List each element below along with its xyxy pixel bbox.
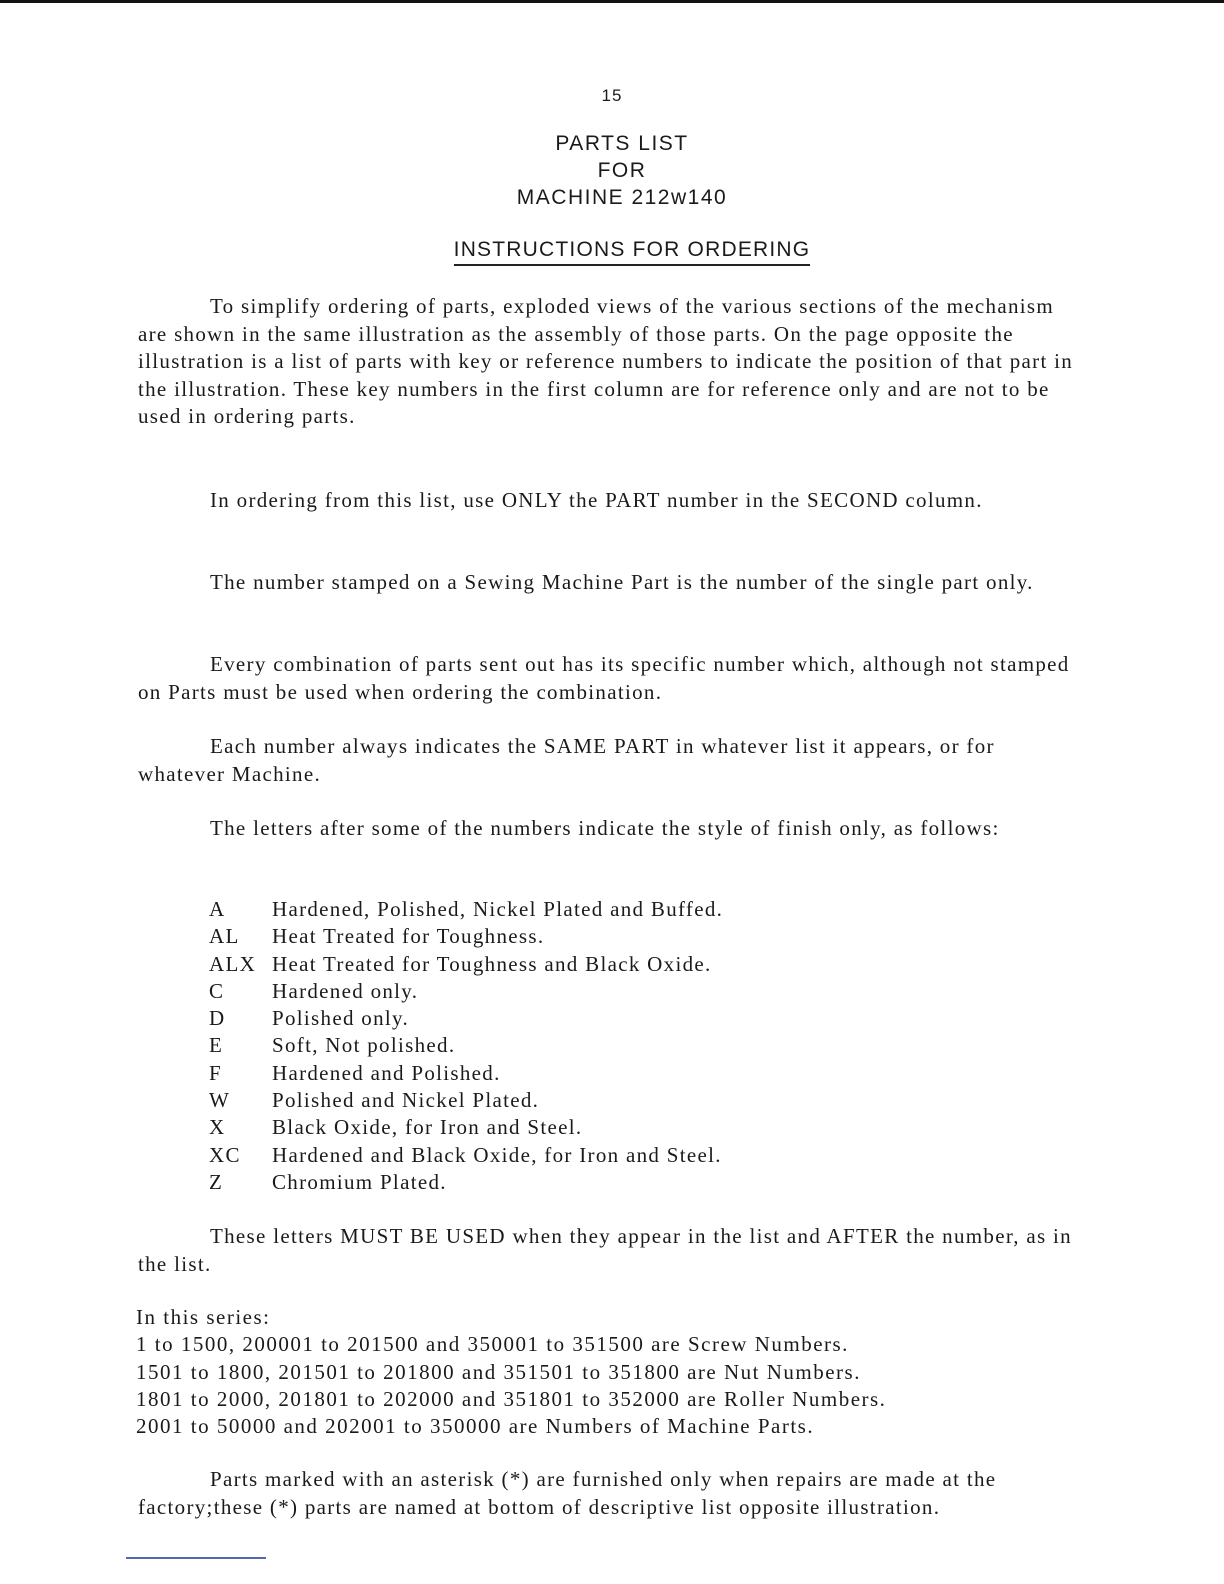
page-number: 15 — [601, 86, 623, 105]
paragraph-finish-letters: The letters after some of the numbers indicate the style of finish only, as follows: — [210, 816, 1000, 840]
list-item — [209, 1087, 723, 1114]
section-heading — [0, 238, 1224, 266]
series-line: 2001 to 50000 and 202001 to 350000 are Numbers of Machine Parts. — [136, 1414, 815, 1439]
finish-code: A — [209, 897, 226, 921]
list-item — [209, 1142, 723, 1169]
finish-code: W — [209, 1088, 231, 1113]
finish-code-list — [209, 896, 723, 1196]
finish-code: F — [209, 1060, 222, 1085]
finish-description: Heat Treated for Toughness. — [272, 924, 545, 949]
paragraph-ordering-intro: To simplify ordering of parts, exploded views of the various sections of the mechanism are shown in the same illustration as the assembly of those parts. On the page opposite the illustration is a list of parts with key or reference numbers to indicate the position of that part in the illustration. These key numbers in the first column are for reference only and are not to be used in ordering parts. — [138, 294, 1074, 429]
finish-code: AL — [209, 924, 240, 949]
finish-description: Hardened only. — [272, 978, 419, 1003]
finish-description: Hardened and Polished. — [272, 1060, 501, 1085]
section-heading-text: INSTRUCTIONS FOR ORDERING — [454, 238, 811, 266]
finish-code: E — [209, 1033, 224, 1058]
finish-description: Soft, Not polished. — [272, 1033, 456, 1058]
finish-description: Hardened and Black Oxide, for Iron and Steel. — [272, 1142, 722, 1167]
series-heading: In this series: — [136, 1305, 271, 1329]
title-line-1: PARTS LIST — [555, 132, 689, 155]
list-item — [209, 923, 723, 950]
finish-code: D — [209, 1006, 226, 1031]
series-line: 1 to 1500, 200001 to 201500 and 350001 to 351500 are Screw Numbers. — [136, 1332, 849, 1357]
paragraph-letters-must-be-used: These letters MUST BE USED when they appear in the list and AFTER the number, as in the list. — [138, 1224, 1072, 1276]
series-line: 1501 to 1800, 201501 to 201800 and 351501 to 351800 are Nut Numbers. — [136, 1359, 861, 1384]
paragraph-same-part: Each number always indicates the SAME PART in whatever list it appears, or for whatever Machine. — [138, 734, 995, 786]
finish-description: Black Oxide, for Iron and Steel. — [272, 1115, 583, 1140]
list-item — [209, 1169, 723, 1196]
series-line: 1801 to 2000, 201801 to 202000 and 351801 to 352000 are Roller Numbers. — [136, 1386, 887, 1411]
paragraph-stamped-number: The number stamped on a Sewing Machine Part is the number of the single part only. — [210, 570, 1034, 594]
paragraph-asterisk-parts: Parts marked with an asterisk (*) are furnished only when repairs are made at the factory;these (*) parts are named at bottom of descriptive list opposite illustration. — [138, 1467, 997, 1519]
finish-code: XC — [209, 1142, 241, 1167]
list-item — [209, 978, 723, 1005]
number-series — [136, 1304, 886, 1440]
finish-description: Polished only. — [272, 1006, 410, 1031]
paragraph-combination: Every combination of parts sent out has its specific number which, although not stamped on Parts must be used when ordering the combination. — [138, 652, 1070, 704]
footnote-rule — [126, 1557, 266, 1559]
list-item — [209, 1032, 723, 1059]
finish-description: Hardened, Polished, Nickel Plated and Buffed. — [272, 897, 724, 921]
finish-description: Heat Treated for Toughness and Black Oxide. — [272, 951, 712, 976]
title-line-2: FOR — [597, 159, 647, 182]
top-border-rule — [0, 0, 1224, 3]
finish-code: X — [209, 1115, 226, 1140]
list-item — [209, 1005, 723, 1032]
list-item — [209, 951, 723, 978]
title-line-3: MACHINE 212w140 — [516, 186, 728, 209]
finish-description: Polished and Nickel Plated. — [272, 1088, 540, 1113]
list-item — [209, 1060, 723, 1087]
finish-description: Chromium Plated. — [272, 1169, 447, 1194]
paragraph-part-number: In ordering from this list, use ONLY the PART number in the SECOND column. — [210, 488, 983, 512]
finish-code: C — [209, 978, 225, 1003]
list-item — [209, 896, 723, 923]
finish-code: Z — [209, 1169, 224, 1194]
list-item — [209, 1114, 723, 1141]
finish-code: ALX — [209, 951, 257, 976]
document-title — [0, 130, 1224, 211]
